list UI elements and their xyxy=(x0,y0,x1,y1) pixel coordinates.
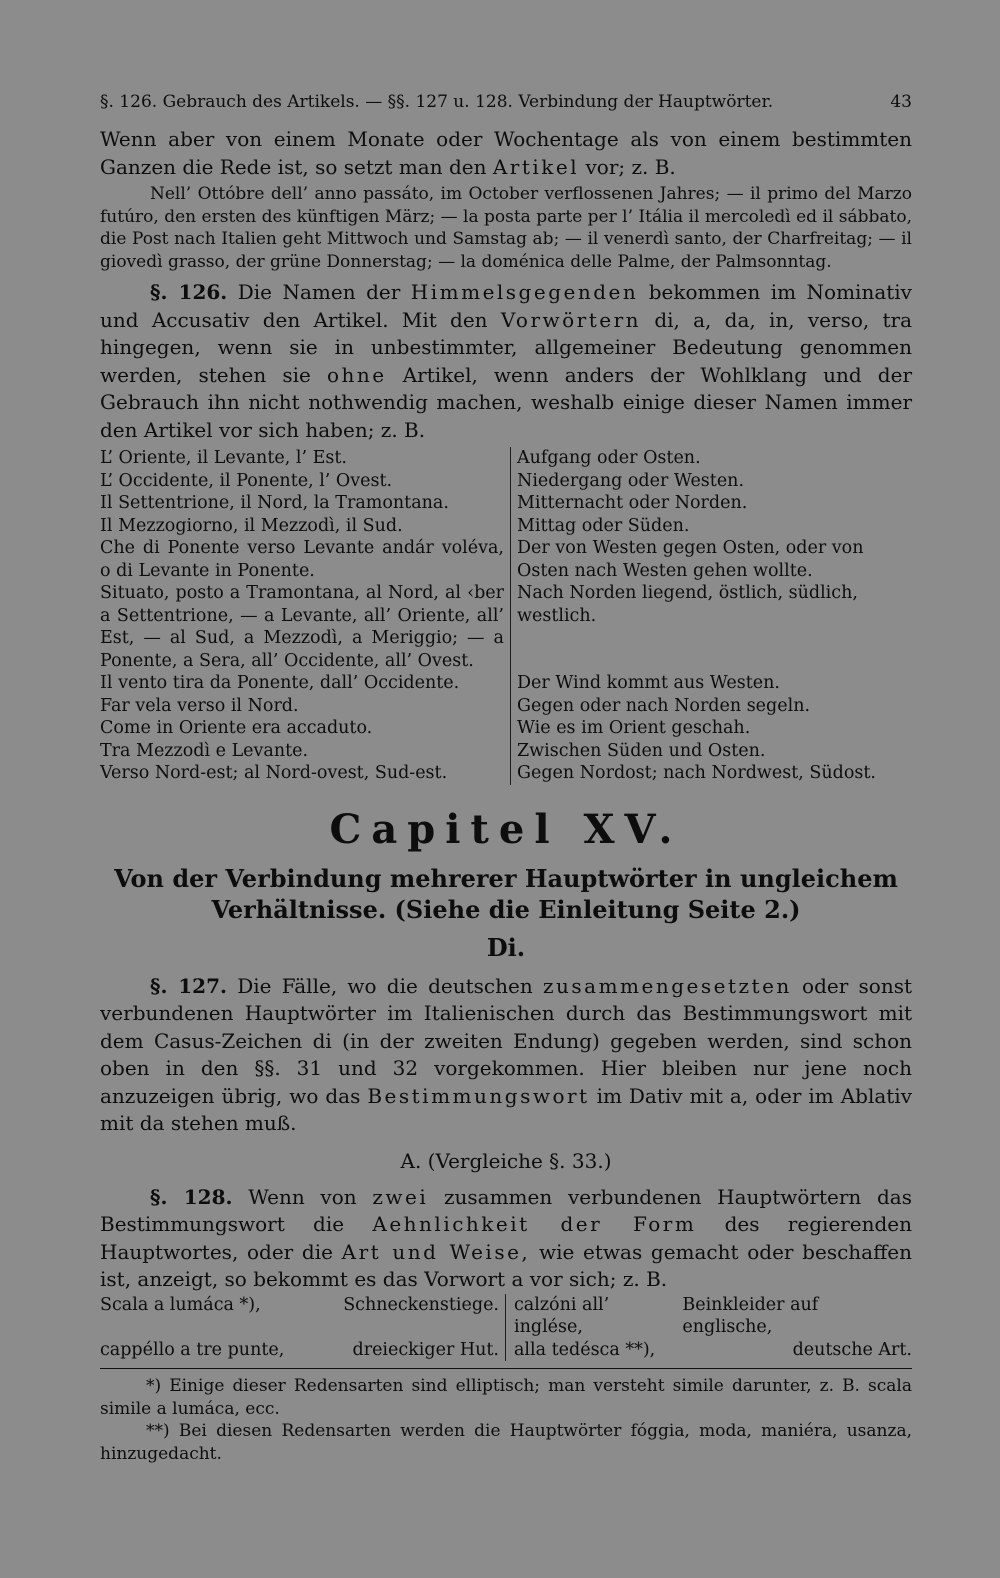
section-a-heading: A. (Vergleiche §. 33.) xyxy=(400,1148,612,1173)
pair-german: Gegen Nordost; nach Nordwest, Südost. xyxy=(510,762,912,785)
example-german: deutsche Art. xyxy=(792,1339,912,1360)
example-italian: alla tedésca **), xyxy=(514,1339,656,1360)
intro-text-2: vor; z. B. xyxy=(585,154,676,179)
pair-german: Nach Norden liegend, östlich, südlich, westlich. xyxy=(510,582,912,672)
chapter-title: Capitel XV. xyxy=(329,805,683,853)
pair-german: Der von Westen gegen Osten, oder von Osten nach Westen gehen wollte. xyxy=(510,537,912,582)
pair-italian: Il Settentrione, il Nord, la Tramontana. xyxy=(100,493,449,513)
footnote-2: **) Bei diesen Redensarten werden die Hauptwörter fóggia, moda, maniéra, usanza, hinzugedacht. xyxy=(100,1421,912,1464)
footnote-divider xyxy=(100,1368,912,1369)
example-row-right xyxy=(505,1339,912,1362)
example-german: Beinkleider auf englische, xyxy=(682,1294,819,1337)
section-127-text-2: oder sonst verbundenen Hauptwörter im Italienischen durch das Bestimmungswort mit dem Casus-Zeichen di (in der zweiten Endung) gegeben werden, sind schon oben in den §§. 31 und 32 vorgekommen. Hier bleiben nur jene noch anzuzeigen übrig, wo das xyxy=(100,973,913,1108)
example-row-right xyxy=(505,1294,912,1339)
example-german: Schneckenstiege. xyxy=(343,1294,499,1315)
pair-italian: L’ Oriente, il Levante, l’ Est. xyxy=(100,448,347,468)
pair-german: Wie es im Orient geschah. xyxy=(510,717,912,740)
pair-italian: Situato, posto a Tramontana, al Nord, al ‹ber a Settentrione, — a Levante, all’ Oriente, all’ Est, — al Sud, a Mezzodì, a Meriggio; — a Ponente, a Sera, all’ Occidente, all’ Ovest. xyxy=(100,583,504,671)
subheading-di: Di. xyxy=(486,932,526,962)
pair-italian: Che di Ponente verso Levante andár voléva, o di Levante in Ponente. xyxy=(100,538,504,581)
section-128-text-1: Wenn von xyxy=(248,1184,357,1209)
section-128-spaced-1: zwei xyxy=(372,1184,429,1209)
section-127-text-1: Die Fälle, wo die deutschen xyxy=(237,973,533,998)
section-128 xyxy=(100,1184,912,1294)
pair-italian: Il vento tira da Ponente, dall’ Occidente. xyxy=(100,673,460,693)
pair-italian: Far vela verso il Nord. xyxy=(100,695,299,716)
section-126-spaced-1: Himmelsgegenden xyxy=(410,280,639,304)
pair-italian: L’ Occidente, il Ponente, l’ Ovest. xyxy=(100,470,393,491)
pair-german: Der Wind kommt aus Westen. xyxy=(510,672,912,695)
pair-german: Gegen oder nach Norden segeln. xyxy=(510,695,912,718)
footnote-1: *) Einige dieser Redensarten sind elliptisch; man versteht simile darunter, z. B. scala simile a lumáca, ecc. xyxy=(100,1376,912,1419)
intro-paragraph xyxy=(100,126,912,181)
examples-128-table xyxy=(100,1294,912,1362)
page-number: 43 xyxy=(890,92,912,112)
section-126-text-4: Artikel, wenn anders der Wohlklang und der Gebrauch ihn nicht nothwendig machen, weshalb einige dieser Namen immer den Artikel vor sich haben; z. B. xyxy=(100,362,913,442)
directions-table xyxy=(100,447,912,785)
section-126-text-1: Die Namen der xyxy=(237,280,401,304)
chapter-subtitle: Von der Verbindung mehrerer Hauptwörter in ungleichem Verhältnisse. (Siehe die Einleitung Seite 2.) xyxy=(114,863,898,924)
example-row-left xyxy=(100,1339,505,1362)
section-126 xyxy=(100,279,912,444)
example-italian: calzóni all’ inglése, xyxy=(514,1294,610,1337)
section-128-text-3: des regierenden Hauptwortes, oder die xyxy=(100,1212,913,1264)
section-127 xyxy=(100,973,912,1138)
pair-german: Niedergang oder Westen. xyxy=(510,470,912,493)
pair-german: Mittag oder Süden. xyxy=(510,515,912,538)
pair-german: Zwischen Süden und Osten. xyxy=(510,740,912,763)
section-126-spaced-2: Vorwörtern xyxy=(500,307,642,332)
intro-examples: Nell’ Ottóbre dell’ anno passáto, im October verflossenen Jahres; — il primo del Marzo futúro, den ersten des künftigen März; — la posta parte per l’ Itália il mercoledì ed il sábbato, die Post nach Italien geht Mittwoch und Samstag ab; — il venerdì santo, der Charfreitag; — il giovedì grasso, der grüne Donnerstag; — la doménica delle Palme, der Palmsonntag. xyxy=(100,184,912,272)
intro-spaced-term: Artikel xyxy=(492,154,580,179)
section-128-spaced-3: Art und Weise, xyxy=(341,1239,531,1264)
section-126-number: §. 126. xyxy=(150,280,228,304)
pair-german: Mitternacht oder Norden. xyxy=(510,492,912,515)
running-header xyxy=(100,92,912,112)
pair-german: Aufgang oder Osten. xyxy=(510,447,912,470)
section-126-text-2: bekommen im Nominativ und Accusativ den Artikel. Mit den xyxy=(100,280,912,332)
header-title: §. 126. Gebrauch des Artikels. — §§. 127 u. 128. Verbindung der Hauptwörter. xyxy=(100,92,774,112)
example-row-left xyxy=(100,1294,505,1339)
section-128-number: §. 128. xyxy=(150,1184,233,1209)
section-126-spaced-3: ohne xyxy=(326,362,387,387)
book-page xyxy=(100,92,912,1465)
section-127-spaced-2: Bestimmungswort xyxy=(367,1083,590,1108)
example-italian: Scala a lumáca *), xyxy=(100,1294,261,1315)
pair-italian: Verso Nord-est; al Nord-ovest, Sud-est. xyxy=(100,763,448,783)
section-127-spaced-1: zusammengesetzten xyxy=(542,973,792,998)
intro-text-1: Wenn aber von einem Monate oder Wochentage als von einem bestimmten Ganzen die Rede ist, so setzt man den xyxy=(100,127,912,179)
section-127-text-3: im Dativ mit a, oder im Ablativ mit da stehen muß. xyxy=(100,1083,912,1135)
example-italian: cappéllo a tre punte, xyxy=(100,1339,285,1360)
section-126-text-3: di, a, da, in, verso, tra hingegen, wenn sie in unbestimmter, allgemeiner Bedeutung genommen werden, stehen sie xyxy=(100,307,912,387)
pair-italian: Come in Oriente era accaduto. xyxy=(100,718,373,738)
example-german: dreieckiger Hut. xyxy=(352,1339,499,1360)
section-127-number: §. 127. xyxy=(150,973,227,998)
pair-italian: Il Mezzogiorno, il Mezzodì, il Sud. xyxy=(100,515,403,536)
section-128-text-4: wie etwas gemacht oder beschaffen ist, anzeigt, so bekommt es das Vorwort a vor sich; z. B. xyxy=(100,1239,913,1291)
pair-italian: Tra Mezzodì e Levante. xyxy=(100,740,309,761)
section-128-spaced-2: Aehnlichkeit der Form xyxy=(372,1212,697,1236)
section-128-text-2: zusammen verbundenen Hauptwörtern das Bestimmungswort die xyxy=(100,1184,912,1236)
